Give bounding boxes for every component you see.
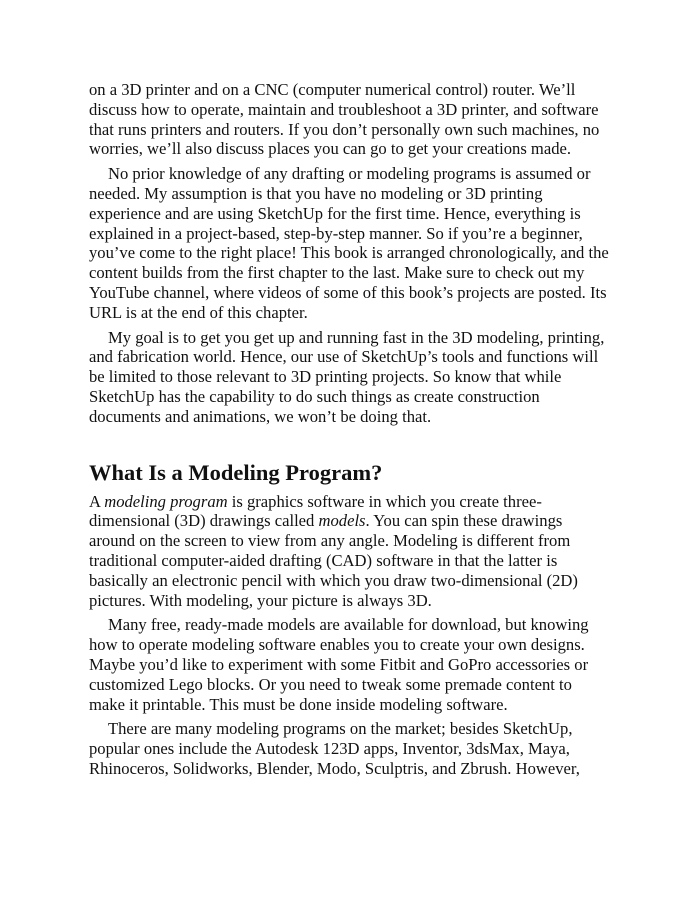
intro-paragraph-1: on a 3D printer and on a CNC (computer numerical control) router. We’ll discuss how to operate, maintain and troubleshoot a 3D printer, and software that runs printers and routers. If you don’t personally own such machines, no worries, we’ll also discuss places you can go to get your creations made. (89, 80, 600, 159)
body-paragraph-2: Many free, ready-made models are available for download, but knowing how to operate modeling software enables you to create your own designs. Maybe you’d like to experiment with some Fitbit and GoPro accessories or customized Lego blocks. Or you need to tweak some premade content to make it printable. This must be done inside modeling software. (89, 615, 589, 714)
body-paragraph-3: There are many modeling programs on the market; besides SketchUp, popular ones include the Autodesk 123D apps, Inventor, 3dsMax, Maya, Rhinoceros, Solidworks, Blender, Modo, Sculptris, and Zbrush. However, (89, 719, 580, 778)
definition-text-c: . You can spin these drawings around on the screen to view from any angle. Modeling is different from traditional computer-aided drafting (CAD) software in that the latter is basically an electronic pencil with which you draw two-dimensional (2D) pictures. With modeling, your picture is always 3D. (89, 511, 578, 610)
term-modeling-program: modeling program (104, 491, 228, 511)
term-models: models (318, 511, 366, 531)
book-page (89, 80, 609, 784)
definition-text-a: A (89, 491, 105, 511)
section-heading: What Is a Modeling Program? (89, 459, 383, 485)
definition-text-b: is graphics software in which you create three-dimensional (3D) drawings called (89, 491, 542, 531)
definition-paragraph (89, 492, 609, 611)
intro-paragraph-3: My goal is to get you get up and running fast in the 3D modeling, printing, and fabrication world. Hence, our use of SketchUp’s tools and functions will be limited to those relevant to 3D printing projects. So know that while SketchUp has the capability to do such things as create construction documents and animations, we won’t be doing that. (89, 327, 605, 426)
intro-paragraph-2: No prior knowledge of any drafting or modeling programs is assumed or needed. My assumption is that you have no modeling or 3D printing experience and are using SketchUp for the first time. Hence, everything is explained in a project-based, step-by-step manner. So if you’re a beginner, you’ve come to the right place! This book is arranged chronologically, and the content builds from the first chapter to the last. Make sure to check out my YouTube channel, where videos of some of this book’s projects are posted. Its URL is at the end of this chapter. (89, 164, 609, 322)
